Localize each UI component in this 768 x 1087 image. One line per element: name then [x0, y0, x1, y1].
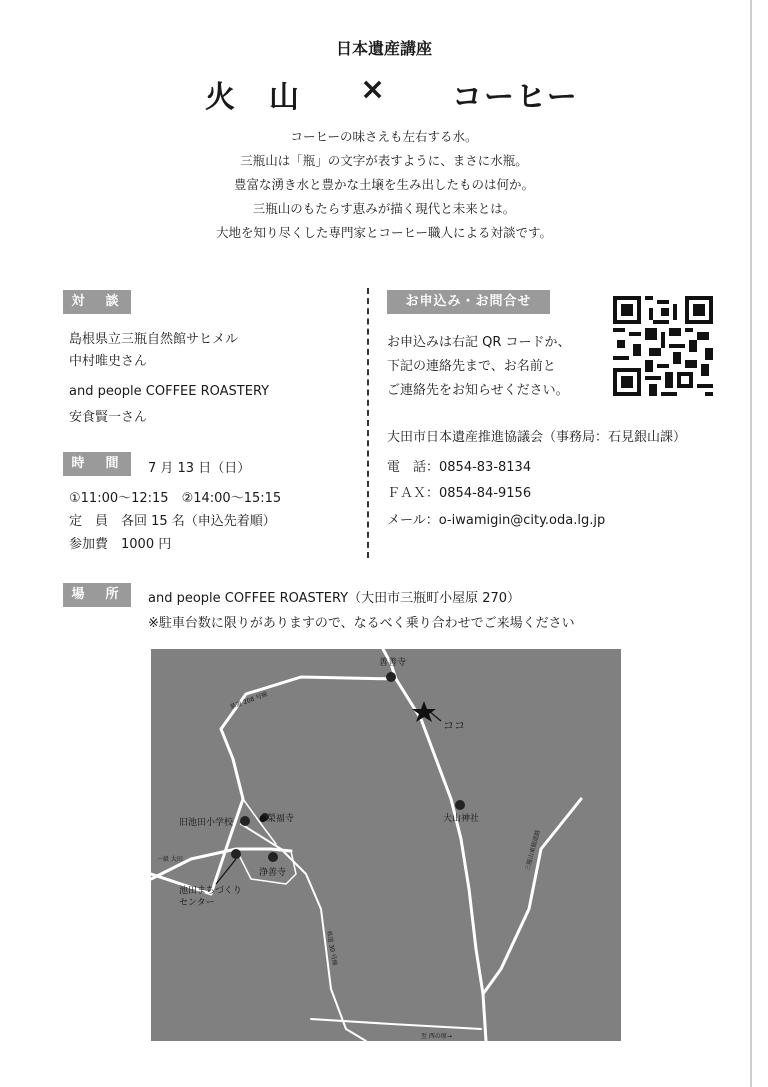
session-times: ①11:00～12:15 ②14:00～15:15	[69, 491, 282, 506]
venue-label: 場 所	[63, 583, 131, 607]
intro-line: 大地を知り尽くした専門家とコーヒー職人による対談です。	[215, 225, 552, 240]
venue-name: and people COFFEE ROASTERY（大田市三瓶町小屋原 270）	[148, 591, 521, 606]
map-place-label: 浄善寺	[259, 868, 287, 878]
place-marker	[386, 672, 396, 682]
apply-line-2: 下記の連絡先まで、お名前と	[387, 359, 556, 374]
fax: ＦＡＸ：0854-84-9156	[387, 486, 532, 501]
map-road-label: 県道 208 号線	[229, 690, 269, 711]
map-place-label: 池田まちづくり	[179, 886, 242, 896]
map-place-label: 善善寺	[379, 658, 407, 668]
intro-line: 豊富な湧き水と豊かな土壌を生み出したものは何か。	[233, 177, 534, 192]
map-road-label: 至 西の原→	[421, 1033, 452, 1040]
place-marker	[455, 800, 465, 810]
title-volcano: 火 山	[205, 80, 301, 115]
road-se	[483, 799, 581, 994]
title-cross: ×	[360, 72, 388, 107]
map-place-label: ●榮福寺	[259, 814, 294, 824]
map-place-label: 旧池田小学校	[179, 818, 234, 828]
fee: 参加費 1000 円	[69, 537, 172, 552]
intro-text	[0, 125, 768, 245]
road-east	[396, 679, 486, 1041]
qr-code-icon[interactable]	[613, 296, 713, 396]
phone: 電 話：0854-83-8134	[387, 460, 532, 475]
map-place-label: 大山神社	[443, 814, 480, 824]
time-label: 時 間	[63, 452, 131, 476]
road-bottom	[311, 1019, 481, 1029]
speaker2-org: and people COFFEE ROASTERY	[69, 384, 270, 399]
parking-note: ※駐車台数に限りがありますので、なるべく乗り合わせでご来場ください	[148, 616, 575, 631]
email[interactable]: メール：o-iwamigin@city.oda.lg.jp	[387, 513, 606, 528]
event-date: 7 月 13 日（日）	[148, 461, 251, 476]
place-marker	[240, 816, 250, 826]
intro-line: コーヒーの味さえも左右する水。	[290, 129, 478, 144]
apply-line-1: お申込みは右記 QR コードか、	[387, 335, 571, 350]
series-title: 日本遺産講座	[335, 39, 432, 58]
venue-map[interactable]	[151, 649, 621, 1041]
talk-label: 対 談	[63, 290, 131, 314]
place-marker	[231, 849, 241, 859]
map-road-label: 一級 大田	[157, 856, 183, 863]
title-coffee: コーヒー	[452, 80, 579, 115]
speaker1-org: 島根県立三瓶自然館サヒメル	[69, 332, 239, 347]
map-road-label: 県道 30 号線	[325, 930, 339, 967]
map-road-label: 三瓶山東側道路	[524, 829, 542, 872]
road-middle	[241, 824, 366, 1041]
intro-line: 三瓶山は「瓶」の文字が表すように、まさに水瓶。	[240, 153, 528, 168]
capacity: 定 員 各回 15 名（申込先着順）	[69, 514, 276, 529]
intro-line: 三瓶山のもたらす恵みが描く現代と未来とは。	[252, 201, 516, 216]
speaker2-name: 安食賢一さん	[69, 410, 148, 425]
map-place-label: センター	[179, 898, 215, 908]
apply-label: お申込み・お問合せ	[387, 290, 550, 314]
speaker1-name: 中村唯史さん	[69, 354, 148, 369]
here-star-icon	[412, 701, 436, 722]
map-here-label: ココ	[443, 719, 465, 732]
column-divider	[367, 288, 369, 558]
place-marker	[268, 852, 278, 862]
organizer: 大田市日本遺産推進協議会（事務局：石見銀山課）	[387, 430, 687, 445]
apply-line-3: ご連絡先をお知らせください。	[387, 383, 569, 398]
